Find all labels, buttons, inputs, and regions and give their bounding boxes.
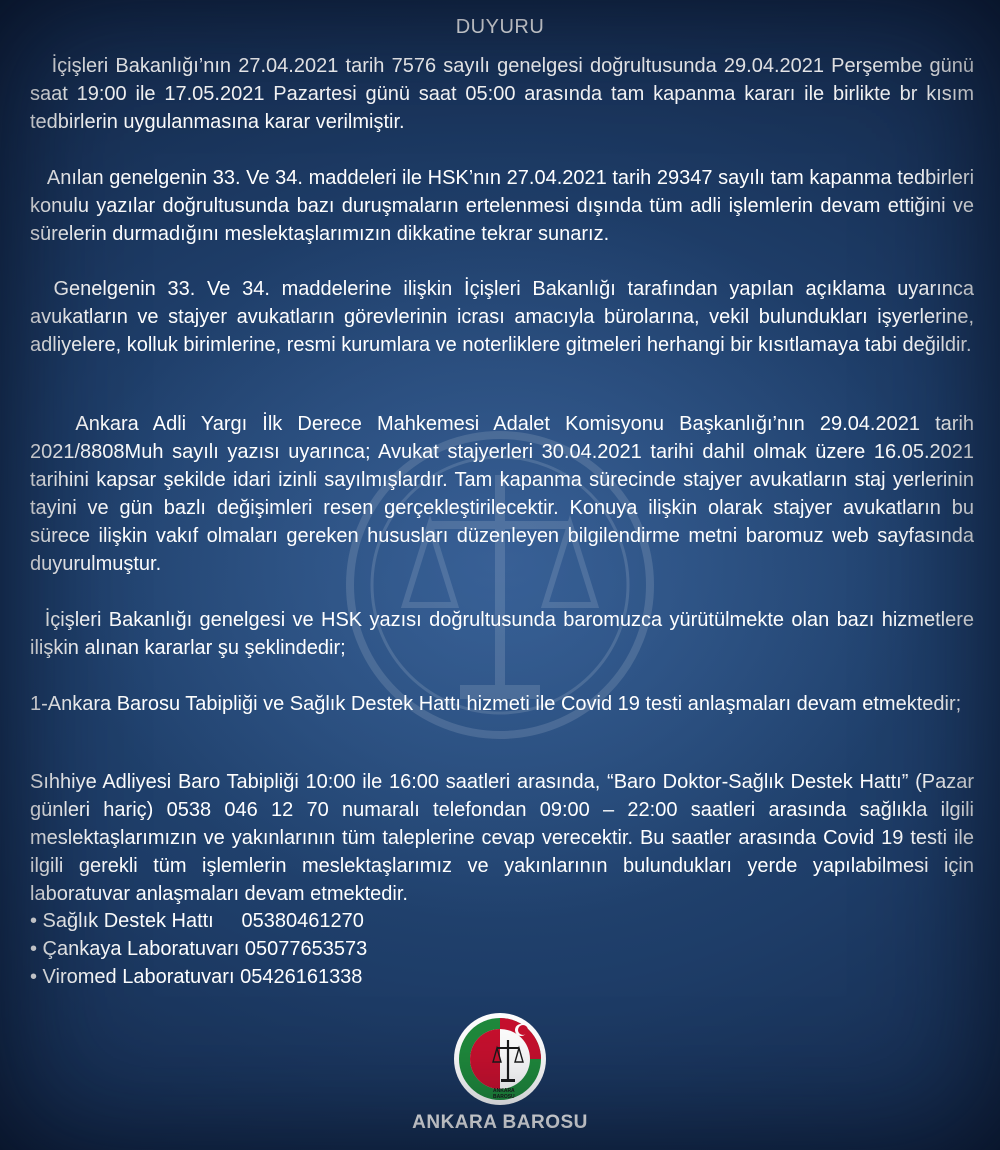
brand-name: ANKARA BAROSU (412, 1112, 588, 1133)
paragraph-curfew: İçişleri Bakanlığı’nın 27.04.2021 tarih 7576 sayılı genelgesi doğrultusunda 29.04.2021 Perşembe günü saat 19:00 ile 17.05.2021 Pazartesi günü saat 05:00 arasında tam kapanma kararı ile birlikte br kısım tedbirlerin uygulanmasına karar verilmiştir. (30, 55, 980, 133)
paragraph-clinic-hours: Sıhhiye Adliyesi Baro Tabipliği 10:00 ile 16:00 saatleri arasında, “Baro Doktor-Sağlık Destek Hattı” (Pazar günleri hariç) 0538 046 12 70 numaralı telefondan 09:00 – 22:00 saatleri arasında sağlıkla ilgili meslektaşlarımızın ve yakınlarının tüm taleplerine cevap verecektir. Bu saatler arasında Covid 19 testi ile ilgili gerekli tüm işlemlerin meslektaşlarımız ve yakınlarının bulundukları yerde yapılabilmesi için laboratuvar anlaşmaları devam etmektedir. (30, 771, 980, 905)
contact-cankaya-lab: • Çankaya Laboratuvarı 05077653573 (30, 938, 368, 960)
contact-list (30, 907, 630, 991)
svg-text:ANKARA: ANKARA (493, 1088, 515, 1094)
paragraph-intern-leave: Ankara Adli Yargı İlk Derece Mahkemesi Adalet Komisyonu Başkanlığı’nın 29.04.2021 tarih 2021/8808Muh sayılı yazısı uyarınca; Avukat stajyerleri 30.04.2021 tarihi dahil olmak üzere 16.05.2021 tarihini kapsar şekilde idari izinli sayılmışlardır. Tam kapanma sürecinde stajyer avukatların staj yerlerinin tayini ve gün bazlı değişimleri resen gerçekleştirilecektir. Konuya ilişkin olarak stajyer avukatların bu sürece ilişkin vakıf olmaları gereken hususları düzenleyen bilgilendirme metni baromuz web sayfasında duyurulmuştur. (30, 413, 980, 575)
page-title: DUYURU (455, 16, 545, 38)
svg-text:BAROSU: BAROSU (493, 1094, 515, 1100)
contact-health-line: • Sağlık Destek Hattı 05380461270 (30, 910, 364, 932)
paragraph-court-procedures: Anılan genelgenin 33. Ve 34. maddeleri ile HSK’nın 27.04.2021 tarih 29347 sayılı tam kapanma tedbirleri konulu yazılar doğrultusunda bazı duruşmaların ertelenmesi dışında tüm adli işlemlerin devam ettiğini ve sürelerin durmadığını meslektaşlarımızın dikkatine tekrar sunarız. (30, 167, 980, 245)
contact-viromed-lab: • Viromed Laboratuvarı 05426161338 (30, 966, 363, 988)
ankara-barosu-logo (453, 1012, 547, 1106)
paragraph-lawyer-travel: Genelgenin 33. Ve 34. maddelerine ilişkin İçişleri Bakanlığı tarafından yapılan açıklama uyarınca avukatların ve stajyer avukatların görevlerinin icrası amacıyla bürolarına, vekil bulundukları işyerlerine, adliyelere, kolluk birimlerine, resmi kurumlara ve noterliklere gitmeleri herhangi bir kısıtlamaya tabi değildir. (30, 278, 980, 356)
paragraph-health-line: 1-Ankara Barosu Tabipliği ve Sağlık Destek Hattı hizmeti ile Covid 19 testi anlaşmaları devam etmektedir; (30, 693, 962, 715)
paragraph-bar-services: İçişleri Bakanlığı genelgesi ve HSK yazısı doğrultusunda baromuzca yürütülmekte olan bazı hizmetlere ilişkin alınan kararlar şu şeklindedir; (30, 609, 980, 659)
